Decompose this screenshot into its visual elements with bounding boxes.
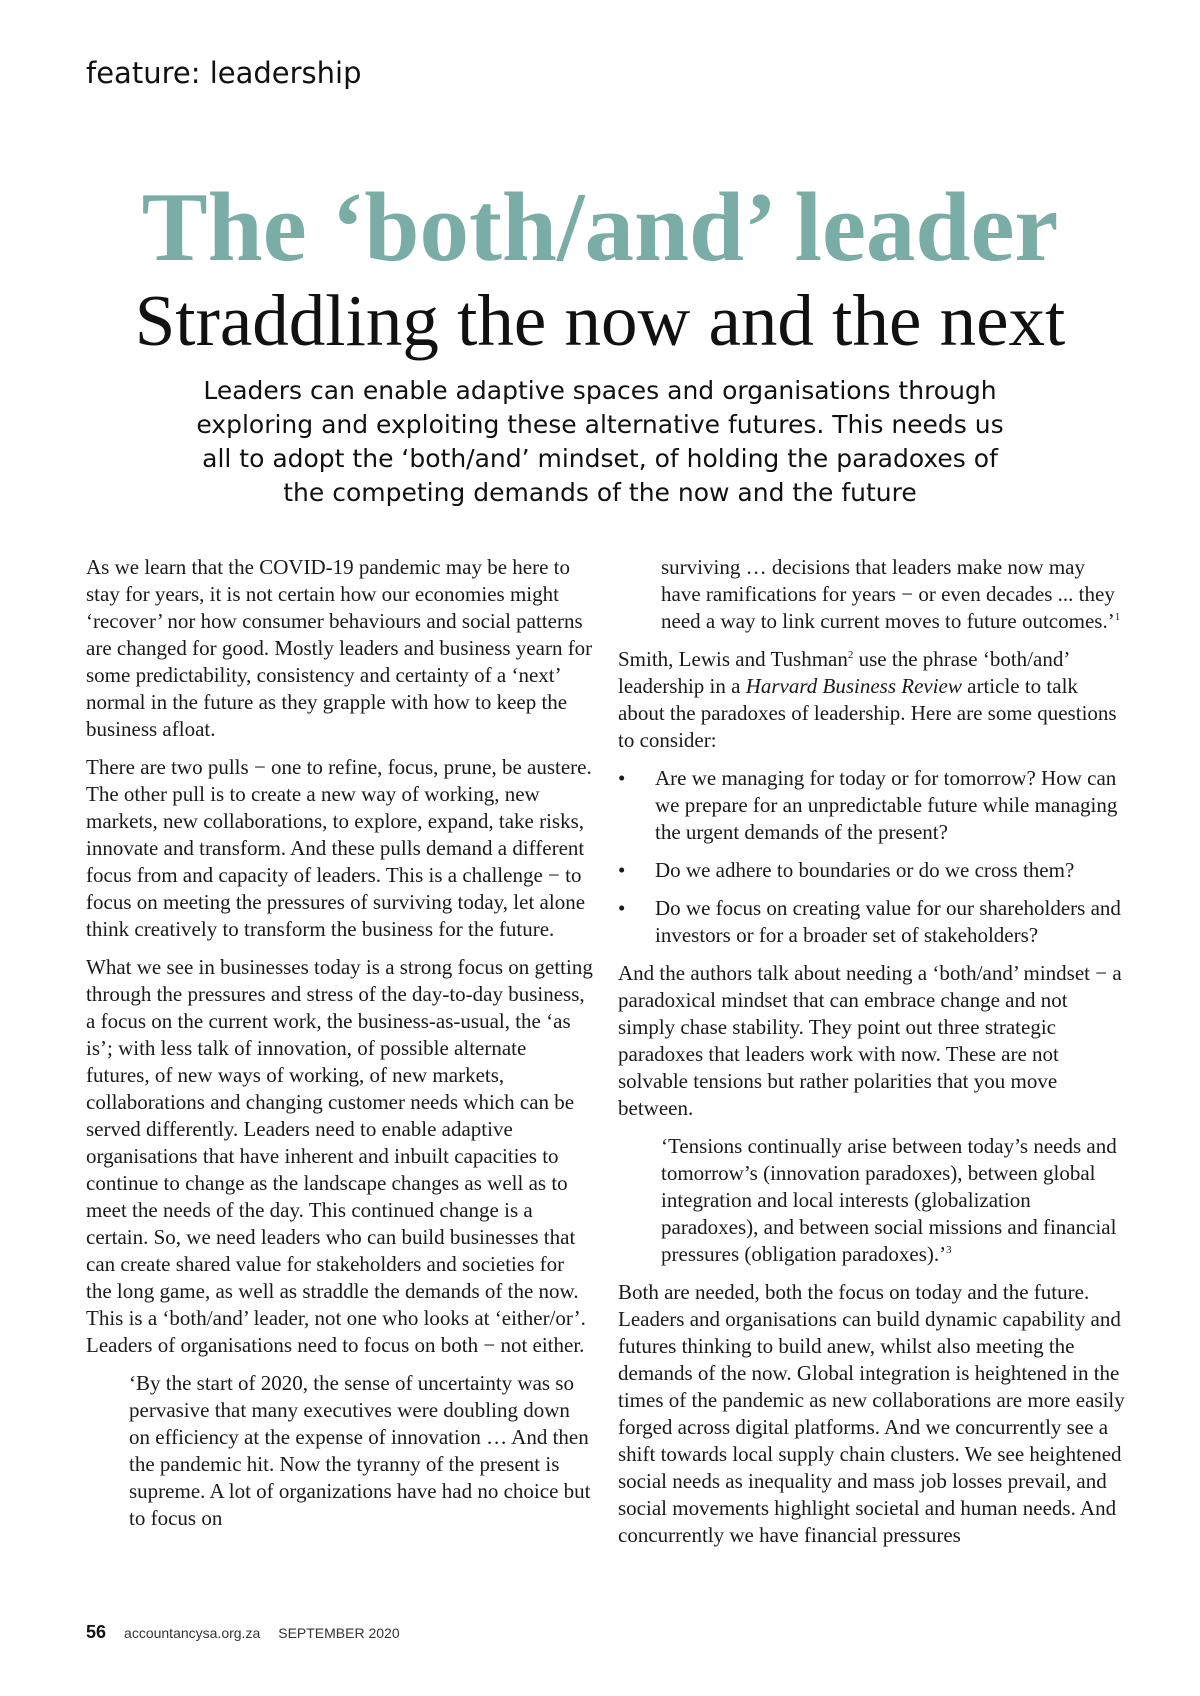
- page-footer: [86, 1622, 400, 1643]
- left-column: [86, 554, 594, 1543]
- issue-date: SEPTEMBER 2020: [278, 1625, 400, 1641]
- list-item: • Do we adhere to boundaries or do we cross them?: [618, 857, 1128, 884]
- quote-text: ‘Tensions continually arise between today’s needs and tomorrow’s (innovation paradoxes), between global integration and local interests (globalization paradoxes), and between social missions and financial pressures (obligation paradoxes).’: [661, 1134, 1117, 1266]
- pull-quote: [661, 1133, 1128, 1268]
- body-paragraph: What we see in businesses today is a strong focus on getting through the pressures and stress of the day-to-day business, a focus on the current work, the business-as-usual, the ‘as is’; with less talk of innovation, of possible alternate futures, of new ways of working, of new markets, collaborations and changing customer needs which can be served differently. Leaders need to enable adaptive organisations that have inherent and inbuilt capacities to continue to change as the landscape changes as well as to meet the needs of the day. This continued change is a certain. So, we need leaders who can build businesses that can create shared value for stakeholders and societies for the long game, as well as straddle the demands of the now. This is a ‘both/and’ leader, not one who looks at ‘either/or’. Leaders of organisations need to focus on both − not either.: [86, 955, 593, 1357]
- body-paragraph: And the authors talk about needing a ‘both/and’ mindset − a paradoxical mindset that can embrace change and not simply chase stability. They point out three strategic paradoxes that leaders work with now. These are not solvable tensions but rather polarities that you move between.: [618, 961, 1122, 1120]
- pull-quote-continued: [661, 554, 1128, 635]
- list-item: • Do we focus on creating value for our shareholders and investors or for a broader set of stakeholders?: [618, 895, 1128, 949]
- publication-name: Harvard Business Review: [745, 674, 962, 698]
- text-run: Smith, Lewis and Tushman: [618, 647, 848, 671]
- footnote-ref: 2: [847, 649, 854, 661]
- section-label: feature: leadership: [86, 56, 362, 90]
- question-list: [618, 765, 1128, 949]
- quote-text: surviving … decisions that leaders make now may have ramifications for years − or even decades ... they need a way to link current moves to future outcomes.’: [661, 555, 1115, 633]
- body-paragraph: There are two pulls − one to refine, focus, prune, be austere. The other pull is to create a new way of working, new markets, new collaborations, to explore, expand, take risks, innovate and transform. And these pulls demand a different focus from and capacity of leaders. This is a challenge − to focus on meeting the pressures of surviving today, let alone think creatively to transform the business for the future.: [86, 755, 592, 941]
- article-subtitle: Straddling the now and the next: [134, 280, 1066, 361]
- page-number: 56: [86, 1622, 107, 1642]
- right-column: [618, 554, 1128, 1560]
- footnote-ref: 3: [946, 1244, 952, 1256]
- website-link[interactable]: accountancysa.org.za: [124, 1625, 261, 1641]
- body-paragraph: [618, 646, 1128, 754]
- article-standfirst: Leaders can enable adaptive spaces and organisations through exploring and exploiting these alternative futures. This needs us all to adopt the ‘both/and’ mindset, of holding the paradoxes of the competing demands of the now and the future: [196, 376, 1004, 507]
- body-paragraph: As we learn that the COVID-19 pandemic may be here to stay for years, it is not certain how our economies might ‘recover’ nor how consumer behaviours and social patterns are changed for good. Mostly leaders and business yearn for some predictability, consistency and certainty of a ‘next’ normal in the future as they grapple with how to keep the business afloat.: [86, 555, 593, 741]
- text-run: article to talk about the paradoxes of leadership. Here are some questions to consider:: [618, 674, 1117, 752]
- text-run: use the phrase ‘both/and’ leadership in a: [618, 647, 1069, 698]
- body-paragraph: Both are needed, both the focus on today and the future. Leaders and organisations can build dynamic capability and futures thinking to build anew, whilst also meeting the demands of the now. Global integration is heightened in the times of the pandemic as new collaborations are more easily forged across digital platforms. And we concurrently see a shift towards local supply chain clusters. We see heightened social needs as inequality and mass job losses prevail, and social movements highlight societal and human needs. And concurrently we have financial pressures: [618, 1280, 1125, 1547]
- pull-quote: ‘By the start of 2020, the sense of uncertainty was so pervasive that many executives were doubling down on efficiency at the expense of innovation … And then the pandemic hit. Now the tyranny of the present is supreme. A lot of organizations have had no choice but to focus on: [129, 1371, 591, 1530]
- footnote-ref: 1: [1114, 611, 1121, 623]
- list-item: • Are we managing for today or for tomorrow? How can we prepare for an unpredictable future while managing the urgent demands of the present?: [618, 765, 1128, 846]
- article-title: The ‘both/and’ leader: [141, 173, 1059, 282]
